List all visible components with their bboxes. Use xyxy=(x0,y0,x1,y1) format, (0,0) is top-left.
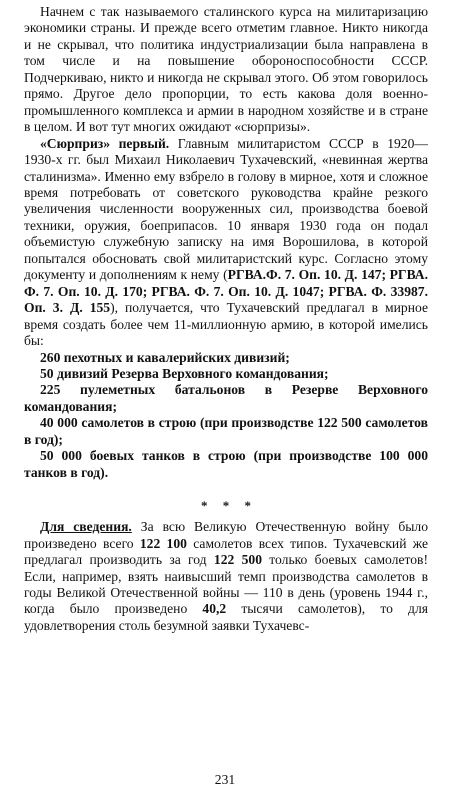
paragraph-2-text-b: ), получается, что Тухачевский предлагал в мирное время создать более чем 11-миллионную армию, в которой имелись бы: xyxy=(24,300,428,349)
info-heading: Для сведения. xyxy=(40,519,132,535)
info-number-1944: 40,2 xyxy=(202,601,227,617)
section-separator: * * * xyxy=(201,498,257,514)
book-page xyxy=(24,4,428,634)
info-number-total: 122 100 xyxy=(139,535,187,551)
archive-references: РГВА.Ф. 7. Оп. 10. Д. 147; РГВА. Ф. 7. Оп. 10. Д. 170; РГВА. Ф. 7. Оп. 10. Д. 1047; РГВА. Ф. 33987. Оп. 3. Д. 155 xyxy=(24,267,429,316)
surprise-heading: «Сюрприз» первый. xyxy=(40,135,170,151)
list-item: 225 пулеметных батальонов в Резерве Верховного командования; xyxy=(24,382,428,414)
info-paragraph xyxy=(24,519,428,634)
page-number: 231 xyxy=(214,772,236,787)
demands-list xyxy=(24,350,428,482)
list-item: 50 дивизий Резерва Верховного командования; xyxy=(40,365,329,381)
info-text-d: тысячи самолетов), то для удовлетворения столь безумной заявки Тухачевс- xyxy=(24,601,428,633)
paragraph-2-text-a: Главным милитаристом СССР в 1920—1930-х гг. был Михаил Николаевич Тухачевский, «невинная жертва сталинизма». Именно ему взбрело в голову в мирное, хотя и сложное время потребовать от советского руководства крайне резкого увеличения численности вооруженных сил, производства боевой техники, оружия, боеприпасов. 10 января 1930 года он подал объемистую служебную записку на имя Ворошилова, в которой попытался обосновать свой милитаристский курс. Согласно этому документу и дополнениям к нему ( xyxy=(24,135,428,283)
info-text-a: За всю Великую Отечественную войну было произведено всего xyxy=(24,519,428,551)
paragraph-2 xyxy=(24,136,428,350)
list-item: 50 000 боевых танков в строю (при производстве 100 000 танков в год). xyxy=(24,448,428,480)
info-number-proposed: 122 500 xyxy=(213,552,262,568)
list-item: 260 пехотных и кавалерийских дивизий; xyxy=(40,349,290,365)
info-text-b: самолетов всех типов. Тухачевский же предлагал производить за год xyxy=(24,535,428,568)
info-text-c: только боевых самолетов! Если, например, взять наивысший темп производства самолетов в годы Великой Отечественной войны — 110 в день (уровень 1944 г., когда было произведено xyxy=(24,552,428,617)
paragraph-1: Начнем с так называемого сталинского курса на милитаризацию экономики страны. И прежде всего отметим главное. Никто никогда и не скрывал, что политика индустриализации была направлена в том числе и на повышение обороноспособности СССР. Подчеркиваю, никто и никогда не скрывал этого. Об этом говорилось прямо. Другое дело пропорции, то есть какова доля военно-промышленного комплекса и армии в народном хозяйстве и в стране в целом. И вот тут многих ожидают «сюрпризы». xyxy=(24,4,428,135)
list-item: 40 000 самолетов в строю (при производстве 122 500 самолетов в год); xyxy=(24,415,428,447)
